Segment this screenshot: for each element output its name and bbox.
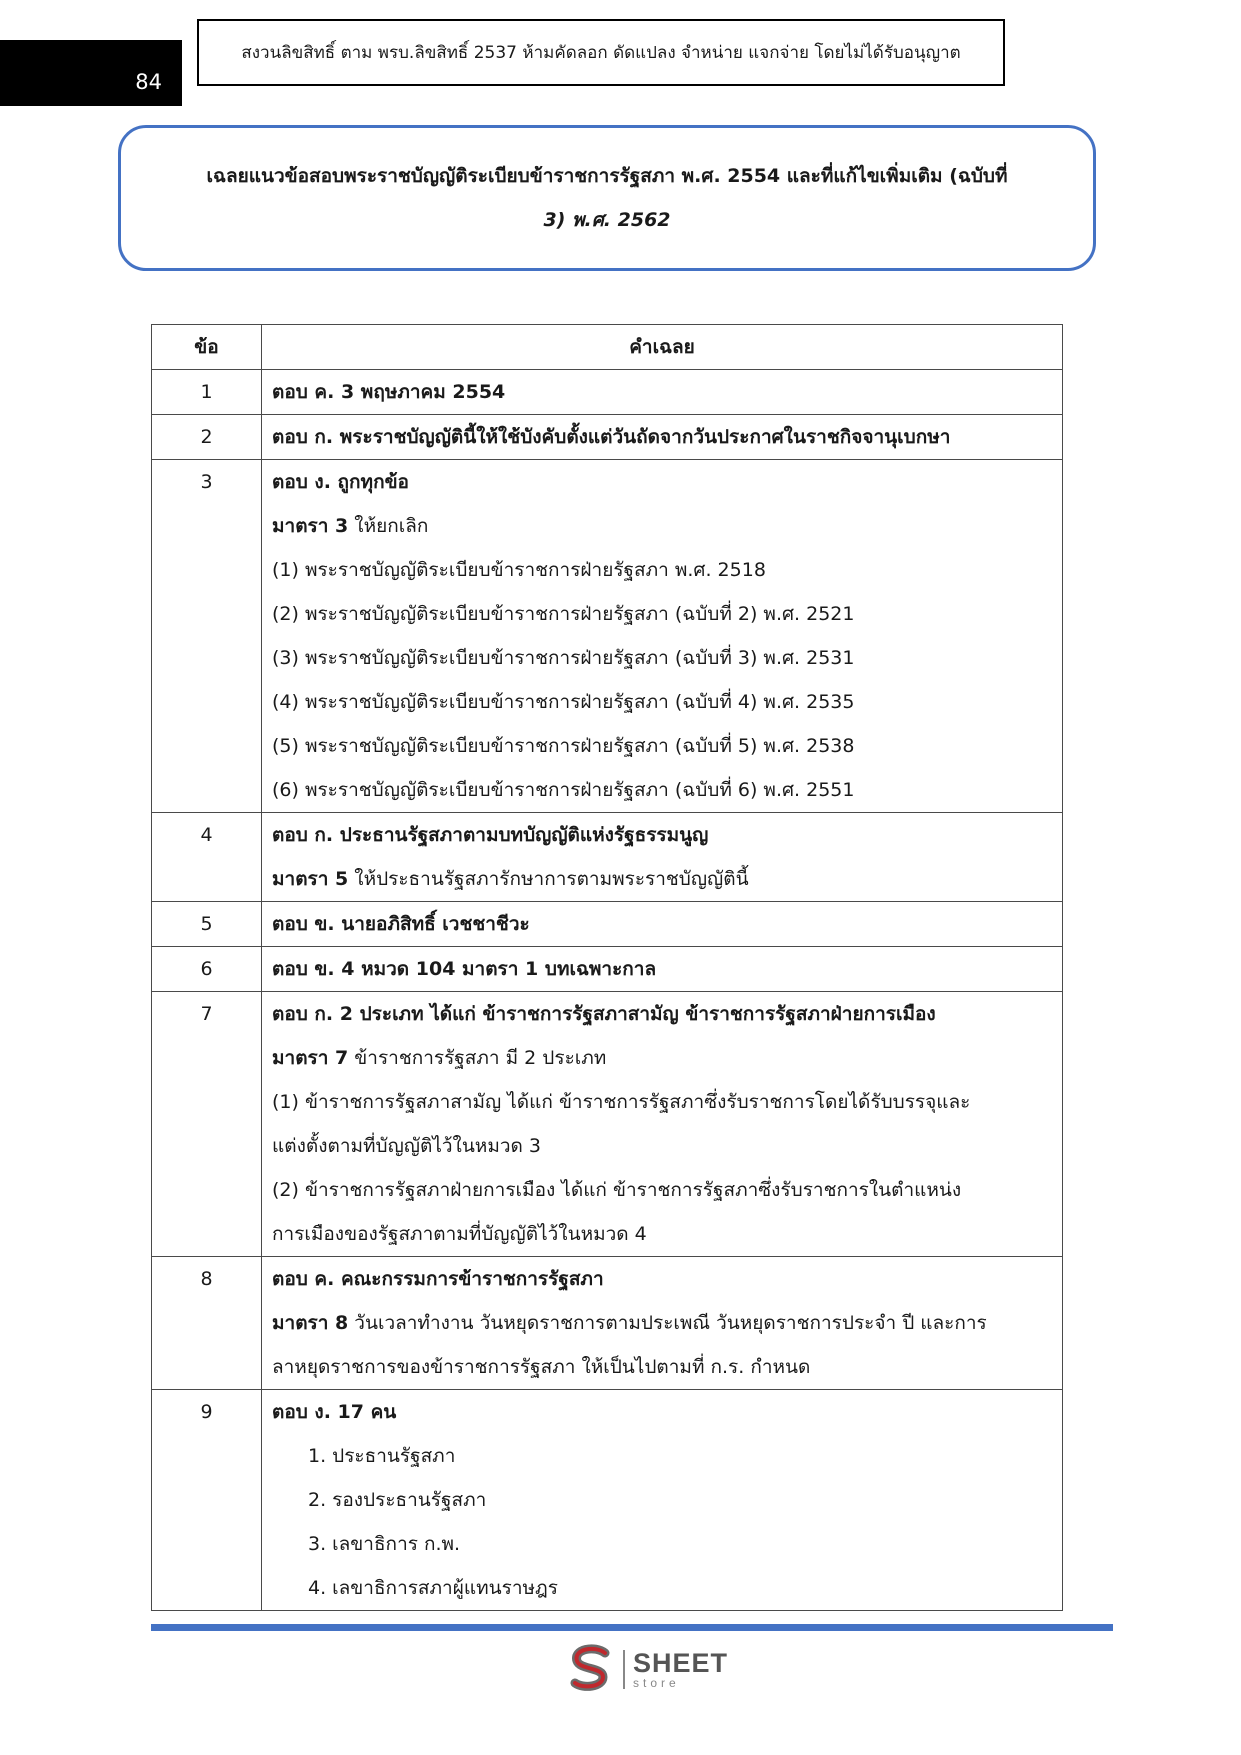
section-label: มาตรา 3 bbox=[272, 515, 349, 537]
table-row bbox=[152, 992, 1063, 1257]
row-number: 1 bbox=[152, 370, 262, 415]
list-item: (1) พระราชบัญญัติระเบียบข้าราชการฝ่ายรัฐสภา พ.ศ. 2518 bbox=[272, 559, 766, 581]
table-row bbox=[152, 370, 1063, 415]
row-number: 5 bbox=[152, 902, 262, 947]
row-answer: ตอบ ข. 4 หมวด 104 มาตรา 1 บทเฉพาะกาล bbox=[262, 947, 1063, 992]
section-text: ให้ยกเลิก bbox=[348, 515, 429, 537]
section-label: มาตรา 5 bbox=[272, 868, 349, 890]
table-row bbox=[152, 460, 1063, 813]
list-item: (3) พระราชบัญญัติระเบียบข้าราชการฝ่ายรัฐสภา (ฉบับที่ 3) พ.ศ. 2531 bbox=[272, 647, 855, 669]
row-answer: ตอบ ก. 2 ประเภท ได้แก่ ข้าราชการรัฐสภาสามัญ ข้าราชการรัฐสภาฝ่ายการเมือง มาตรา 7 ข้าราชการรัฐสภา มี 2 ประเภท (1) ข้าราชการรัฐสภาสามัญ ได้แก่ ข้าราชการรัฐสภาซึ่งรับราชการโดยได้รับบรรจุและ แต่งตั้งตามที่บัญญัติไว้ในหมวด 3 (2) ข้าราชการรัฐสภาฝ่ายการเมือง ได้แก่ ข้าราชการรัฐสภาซึ่งรับราชการในตำแหน่ง การเมืองของรัฐสภาตามที่บัญญัติไว้ในหมวด 4 bbox=[262, 992, 1063, 1257]
row-answer: ตอบ ง. ถูกทุกข้อ มาตรา 3 ให้ยกเลิก (1) พระราชบัญญัติระเบียบข้าราชการฝ่ายรัฐสภา พ.ศ. 2518 (2) พระราชบัญญัติระเบียบข้าราชการฝ่ายรัฐสภา (ฉบับที่ 2) พ.ศ. 2521 (3) พระราชบัญญัติระเบียบข้าราชการฝ่ายรัฐสภา (ฉบับที่ 3) พ.ศ. 2531 (4) พระราชบัญญัติระเบียบข้าราชการฝ่ายรัฐสภา (ฉบับที่ 4) พ.ศ. 2535 (5) พระราชบัญญัติระเบียบข้าราชการฝ่ายรัฐสภา (ฉบับที่ 5) พ.ศ. 2538 (6) พระราชบัญญัติระเบียบข้าราชการฝ่ายรัฐสภา (ฉบับที่ 6) พ.ศ. 2551 bbox=[262, 460, 1063, 813]
logo-brand-sub: store bbox=[633, 1675, 680, 1690]
row-answer: ตอบ ก. พระราชบัญญัตินี้ให้ใช้บังคับตั้งแต่วันถัดจากวันประกาศในราชกิจจานุเบกษา bbox=[262, 415, 1063, 460]
logo-brand: SHEET bbox=[633, 1647, 729, 1678]
section-label: มาตรา 7 bbox=[272, 1047, 349, 1069]
logo-mark-icon bbox=[565, 1643, 617, 1695]
table-row bbox=[152, 947, 1063, 992]
list-item: (2) พระราชบัญญัติระเบียบข้าราชการฝ่ายรัฐสภา (ฉบับที่ 2) พ.ศ. 2521 bbox=[272, 603, 855, 625]
title-line-2: 3) พ.ศ. 2562 bbox=[543, 209, 671, 231]
table-row bbox=[152, 1390, 1063, 1611]
table-row bbox=[152, 813, 1063, 902]
header-answer: คำเฉลย bbox=[262, 325, 1063, 370]
row-number: 2 bbox=[152, 415, 262, 460]
row-number: 6 bbox=[152, 947, 262, 992]
section-text: ข้าราชการรัฐสภา มี 2 ประเภท bbox=[348, 1047, 607, 1069]
list-item: (6) พระราชบัญญัติระเบียบข้าราชการฝ่ายรัฐสภา (ฉบับที่ 6) พ.ศ. 2551 bbox=[272, 779, 855, 801]
copyright-notice: สงวนลิขสิทธิ์ ตาม พรบ.ลิขสิทธิ์ 2537 ห้ามคัดลอก ดัดแปลง จำหน่าย แจกจ่าย โดยไม่ได้รับอนุญาต bbox=[197, 19, 1005, 86]
table-header-row bbox=[152, 325, 1063, 370]
table-row bbox=[152, 902, 1063, 947]
page-number: 84 bbox=[0, 40, 182, 106]
row-answer: ตอบ ก. ประธานรัฐสภาตามบทบัญญัติแห่งรัฐธรรมนูญ มาตรา 5 ให้ประธานรัฐสภารักษาการตามพระราชบัญญัตินี้ bbox=[262, 813, 1063, 902]
row-number: 9 bbox=[152, 1390, 262, 1611]
row-number: 7 bbox=[152, 992, 262, 1257]
section-label: มาตรา 8 bbox=[272, 1312, 349, 1334]
table-row bbox=[152, 415, 1063, 460]
section-text: ให้ประธานรัฐสภารักษาการตามพระราชบัญญัตินี้ bbox=[348, 868, 749, 890]
row-number: 3 bbox=[152, 460, 262, 813]
row-answer: ตอบ ค. คณะกรรมการข้าราชการรัฐสภา มาตรา 8 วันเวลาทำงาน วันหยุดราชการตามประเพณี วันหยุดราชการประจำ ปี และการ ลาหยุดราชการของข้าราชการรัฐสภา ให้เป็นไปตามที่ ก.ร. กำหนด bbox=[262, 1257, 1063, 1390]
body-line: การเมืองของรัฐสภาตามที่บัญญัติไว้ในหมวด 4 bbox=[272, 1223, 647, 1245]
row-answer: ตอบ ข. นายอภิสิทธิ์ เวชชาชีวะ bbox=[262, 902, 1063, 947]
list-item: (5) พระราชบัญญัติระเบียบข้าราชการฝ่ายรัฐสภา (ฉบับที่ 5) พ.ศ. 2538 bbox=[272, 735, 855, 757]
sheet-store-logo bbox=[565, 1643, 745, 1695]
header-number: ข้อ bbox=[152, 325, 262, 370]
title-box bbox=[118, 125, 1096, 271]
list-item: 4. เลขาธิการสภาผู้แทนราษฎร bbox=[308, 1577, 558, 1599]
body-line: ลาหยุดราชการของข้าราชการรัฐสภา ให้เป็นไปตามที่ ก.ร. กำหนด bbox=[272, 1356, 811, 1378]
row-number: 8 bbox=[152, 1257, 262, 1390]
list-item: (4) พระราชบัญญัติระเบียบข้าราชการฝ่ายรัฐสภา (ฉบับที่ 4) พ.ศ. 2535 bbox=[272, 691, 855, 713]
section-text: วันเวลาทำงาน วันหยุดราชการตามประเพณี วันหยุดราชการประจำ ปี และการ bbox=[348, 1312, 987, 1334]
list-item: 3. เลขาธิการ ก.พ. bbox=[308, 1533, 461, 1555]
body-line: (2) ข้าราชการรัฐสภาฝ่ายการเมือง ได้แก่ ข้าราชการรัฐสภาซึ่งรับราชการในตำแหน่ง bbox=[272, 1179, 962, 1201]
table-row bbox=[152, 1257, 1063, 1390]
body-line: (1) ข้าราชการรัฐสภาสามัญ ได้แก่ ข้าราชการรัฐสภาซึ่งรับราชการโดยได้รับบรรจุและ bbox=[272, 1091, 971, 1113]
answer-table bbox=[151, 324, 1063, 1611]
row-answer: ตอบ ง. 17 คน 1. ประธานรัฐสภา 2. รองประธานรัฐสภา 3. เลขาธิการ ก.พ. 4. เลขาธิการสภาผู้แทนราษฎร bbox=[262, 1390, 1063, 1611]
list-item: 1. ประธานรัฐสภา bbox=[308, 1445, 456, 1467]
list-item: 2. รองประธานรัฐสภา bbox=[308, 1489, 487, 1511]
row-answer: ตอบ ค. 3 พฤษภาคม 2554 bbox=[262, 370, 1063, 415]
footer-rule bbox=[151, 1624, 1113, 1631]
body-line: แต่งตั้งตามที่บัญญัติไว้ในหมวด 3 bbox=[272, 1135, 541, 1157]
row-number: 4 bbox=[152, 813, 262, 902]
title-line-1: เฉลยแนวข้อสอบพระราชบัญญัติระเบียบข้าราชการรัฐสภา พ.ศ. 2554 และที่แก้ไขเพิ่มเติม (ฉบับที่ bbox=[206, 165, 1008, 187]
